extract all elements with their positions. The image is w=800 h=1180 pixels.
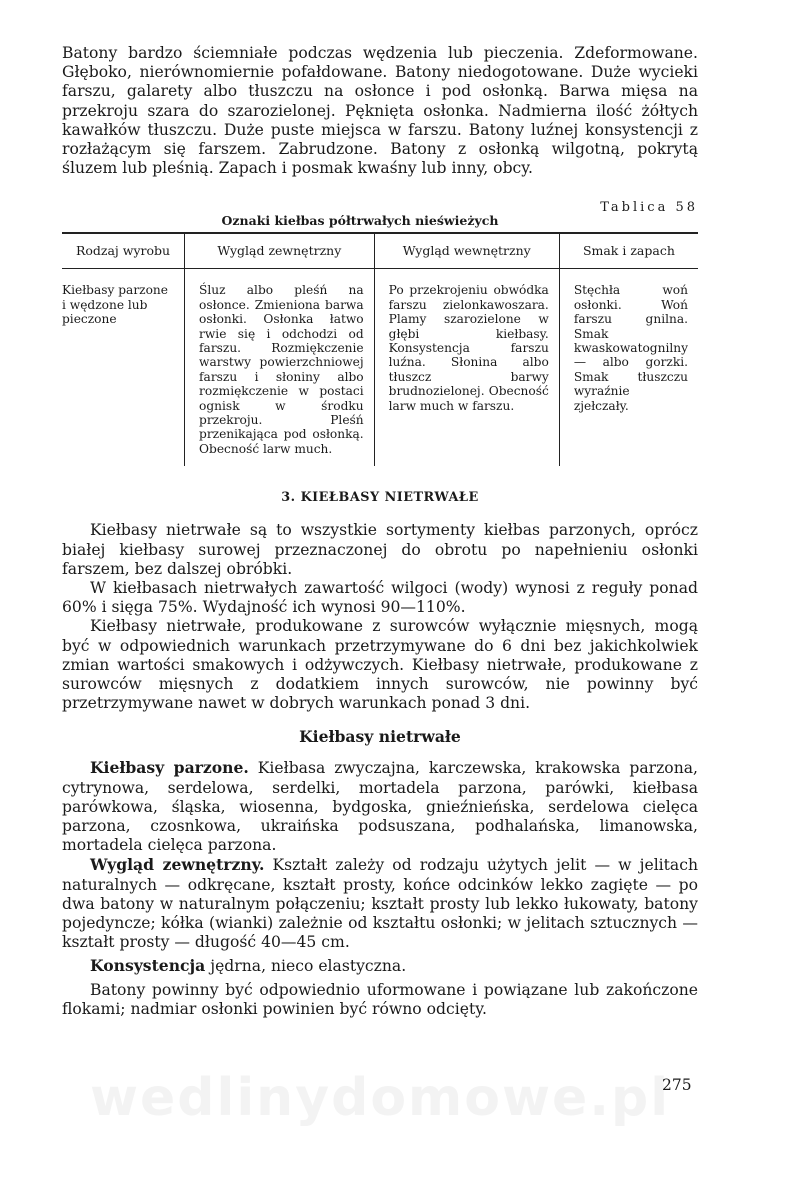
intro-paragraph: Batony bardzo ściemniałe podczas wędzenia lub pieczenia. Zdeformowane. Głęboko, nierównomiernie pofałdowane. Batony niedogotowane. Duże wycieki farszu, galarety albo tłuszczu na osłonce i pod osłonką. Barwa mięsa na przekroju szara do szarozielonej. Pęknięta osłonka. Nadmierna ilość żółtych kawałków tłuszczu. Duże puste miejsca w farszu. Batony luźnej konsystencji z rozłażącym się farszem. Zabrudzone. Batony z osłonką wilgotną, pokrytą śluzem lub pleśnią. Zapach i posmak kwaśny lub inny, obcy. — [62, 44, 698, 178]
header-internal: Wygląd wewnętrzny — [374, 233, 559, 269]
table-header-row — [62, 233, 698, 269]
boiled-text: Kiełbasa zwyczajna, karczewska, krakowska parzona, cytrynowa, serdelowa, serdelki, mortadela parzona, parówki, kiełbasa parówkowa, śląska, wiosenna, bydgoska, gnieźnieńska, serdelowa cielęca parzona, czosnkowa, ukraińska podsuszana, podhalańska, limanowska, mortadela cielęca parzona. — [62, 759, 698, 855]
paragraph-closing: Batony powinny być odpowiednio uformowane i powiązane lub zakończone flokami; nadmiar osłonki powinien być równo odcięty. — [62, 980, 698, 1018]
paragraph-moisture: W kiełbasach nietrwałych zawartość wilgoci (wody) wynosi z reguły ponad 60% i sięga 75%. Wydajność ich wynosi 90—110%. — [62, 578, 698, 617]
paragraph-definition: Kiełbasy nietrwałe są to wszystkie sortymenty kiełbas parzonych, oprócz białej kiełbasy surowej przeznaczonej do obrotu po napełnieniu osłonki farszem, bez dalszej obróbki. — [62, 521, 698, 578]
cell-external: Śluz albo pleśń na osłonce. Zmieniona barwa osłonki. Osłonka łatwo rwie się i odchodzi od farszu. Rozmiękczenie warstwy powierzchniowej farszu i słoniny albo rozmiękczenie w postaci ognisk w środku przekroju. Pleśń przenikająca pod osłonką. Obecność larw much. — [185, 269, 375, 466]
subheading: Kiełbasy nietrwałe — [299, 727, 461, 747]
header-product: Rodzaj wyrobu — [62, 233, 185, 269]
boiled-label: Kiełbasy parzone. — [90, 758, 249, 778]
table-title: Oznaki kiełbas półtrwałych nieświeżych — [221, 213, 499, 229]
header-external: Wygląd zewnętrzny — [185, 233, 375, 269]
table-row — [62, 269, 698, 466]
header-taste: Smak i zapach — [559, 233, 698, 269]
paragraph-appearance — [62, 855, 698, 952]
page-number: 275 — [662, 1076, 692, 1094]
cell-taste: Stęchła woń osłonki. Woń farszu gnilna. Smak kwaskowatognilny — albo gorzki. Smak tłuszczu wyraźnie zjełczały. — [559, 269, 698, 466]
paragraph-consistency — [62, 956, 698, 976]
appearance-label: Wygląd zewnętrzny. — [90, 855, 265, 875]
paragraph-boiled — [62, 758, 698, 855]
spoilage-table — [62, 232, 698, 466]
page-content — [62, 44, 698, 1019]
paragraph-storage: Kiełbasy nietrwałe, produkowane z surowców wyłącznie mięsnych, mogą być w odpowiednich warunkach przetrzymywane do 6 dni bez jakichkolwiek zmian wartości smakowych i odżywczych. Kiełbasy nietrwałe, produkowane z surowców mięsnych z dodatkiem innych surowców, nie powinny być przetrzymywane nawet w dobrych warunkach ponad 3 dni. — [62, 617, 698, 713]
watermark: wedlinydomowe.pl — [90, 1068, 671, 1128]
consistency-text: jędrna, nieco elastyczna. — [205, 957, 407, 976]
section-heading: 3. KIEŁBASY NIETRWAŁE — [281, 490, 479, 506]
cell-internal: Po przekrojeniu obwódka farszu zielonkawoszara. Plamy szarozielone w głębi kiełbasy. Konsystencja farszu luźna. Słonina albo tłuszcz barwy brudnozielonej. Obecność larw much w farszu. — [374, 269, 559, 466]
appearance-text: Kształt zależy od rodzaju użytych jelit — w jelitach naturalnych — odkręcane, kształt prosty, końce odcinków lekko zagięte — po dwa batony w naturalnym połączeniu; kształt prosty lub lekko łukowaty, batony pojedyncze; kółka (wianki) zależnie od kształtu osłonki; w jelitach sztucznych — kształt prosty — długość 40—45 cm. — [62, 856, 699, 952]
consistency-label: Konsystencja — [90, 956, 206, 976]
cell-product: Kiełbasy parzone i wędzone lub pieczone — [62, 283, 168, 327]
table-label: Tablica 58 — [600, 200, 698, 216]
